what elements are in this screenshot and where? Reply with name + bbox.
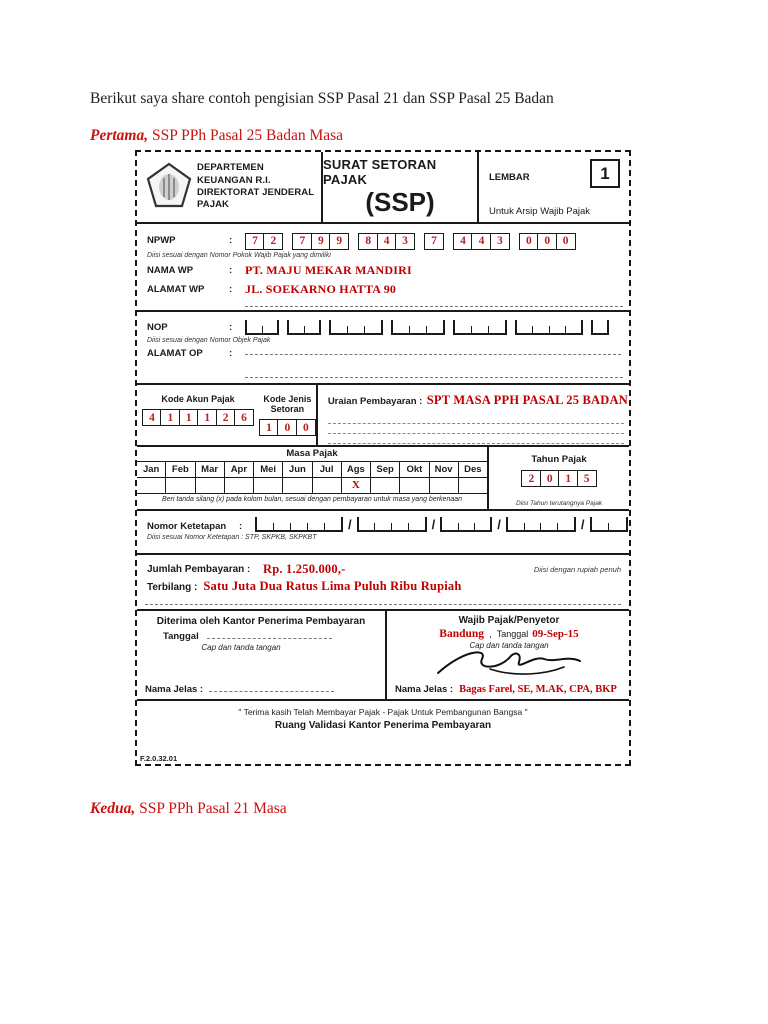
diterima-cap-note: Cap dan tanda tangan: [201, 643, 281, 652]
masa-month-cell: Feb: [166, 462, 195, 477]
masa-row: [137, 447, 629, 511]
empty-digit-cell: [308, 523, 325, 530]
empty-digit-cell: [305, 326, 320, 333]
ketetapan-row: [137, 517, 629, 532]
heading-pertama-prefix: Pertama,: [90, 127, 149, 144]
digit-cell: 1: [558, 470, 578, 487]
nama-wp-label: NAMA WP: [147, 264, 194, 276]
masa-mark-cell: X: [342, 478, 371, 493]
kode-akun-col: [137, 385, 259, 445]
npwp-digit-boxes: [245, 231, 576, 250]
empty-digit-cell: [274, 523, 291, 530]
empty-digit-cell: [393, 326, 410, 333]
ketetapan-empty-group: [255, 517, 343, 532]
empty-digit-cell: [291, 523, 308, 530]
masa-month-cell: Des: [464, 464, 482, 475]
ketetapan-slash: /: [348, 517, 352, 532]
alamat-op-row: [137, 348, 629, 359]
empty-digit-cell: [247, 326, 263, 333]
digit-cell: 0: [519, 233, 539, 250]
masa-pajak-title: Masa Pajak: [137, 447, 487, 462]
digit-cell: 1: [197, 409, 217, 426]
empty-digit-cell: [375, 523, 392, 530]
empty-digit-cell: [508, 523, 525, 530]
uraian-dashed-line: [328, 414, 624, 424]
nop-empty-group: [245, 320, 279, 335]
masa-month-cell: Jun: [283, 462, 312, 477]
empty-digit-cell: [472, 326, 489, 333]
empty-digit-cell: [410, 326, 427, 333]
form-footer: [137, 701, 629, 764]
jumlah-section: [137, 555, 629, 611]
kode-akun-label: Kode Akun Pajak: [161, 394, 235, 404]
digit-group: [142, 409, 254, 426]
header-title-cell: [323, 152, 479, 222]
alamat-wp-label: ALAMAT WP: [147, 283, 205, 295]
digit-cell: 1: [179, 409, 199, 426]
penyetor-nama-row: [395, 684, 623, 695]
penyetor-city: Bandung: [439, 628, 485, 640]
digit-cell: 4: [453, 233, 473, 250]
nama-wp-colon: :: [229, 264, 233, 276]
nop-empty-group: [453, 320, 507, 335]
empty-digit-cell: [592, 523, 610, 530]
npwp-note: Diisi sesuai dengan Nomor Pokok Wajib Pajak yang dimiliki: [147, 251, 331, 259]
ketetapan-empty-group: [440, 517, 492, 532]
jumlah-dashed-line: [145, 604, 621, 605]
masa-month-cell: Ags: [342, 462, 371, 477]
tahun-digit-boxes: [489, 470, 629, 487]
kode-jenis-digit-boxes: [259, 419, 316, 436]
digit-group: [453, 233, 510, 250]
npwp-colon: :: [229, 234, 233, 246]
digit-cell: 7: [424, 233, 444, 250]
masa-month-cell: Apr: [225, 462, 254, 477]
digit-cell: 7: [245, 233, 265, 250]
digit-group: [521, 470, 596, 487]
digit-cell: 4: [377, 233, 397, 250]
heading-kedua-rest: SSP PPh Pasal 21 Masa: [139, 800, 287, 817]
uraian-value: SPT MASA PPH PASAL 25 BADAN: [426, 393, 628, 407]
diterima-tanggal-row: [163, 631, 377, 642]
empty-digit-cell: [348, 326, 365, 333]
tahun-pajak-cell: [489, 447, 629, 509]
empty-digit-cell: [455, 326, 472, 333]
penyetor-comma: ,: [489, 629, 492, 640]
heading-kedua: [90, 800, 650, 818]
empty-digit-cell: [609, 523, 626, 530]
alamat-wp-colon: :: [229, 283, 233, 295]
jumlah-right-note: Diisi dengan rupiah penuh: [533, 565, 621, 574]
lembar-number-box: 1: [590, 159, 620, 188]
kode-jenis-label: Kode Jenis Setoran: [263, 394, 312, 414]
digit-cell: 0: [277, 419, 297, 436]
digit-cell: 3: [395, 233, 415, 250]
digit-group: [292, 233, 349, 250]
masa-empty-cell: [137, 478, 166, 493]
nop-empty-group: [329, 320, 383, 335]
masa-empty-cell: [196, 478, 225, 493]
masa-empty-cell: [283, 478, 312, 493]
empty-digit-cell: [442, 523, 458, 530]
nop-empty-group: [391, 320, 445, 335]
ketetapan-slash: /: [497, 517, 501, 532]
digit-cell: 4: [142, 409, 162, 426]
diterima-tanggal-label: Tanggal: [163, 631, 199, 642]
tahun-pajak-title: Tahun Pajak: [531, 454, 587, 465]
empty-digit-cell: [517, 326, 533, 333]
penyetor-city-line: [439, 628, 578, 640]
heading-pertama-rest: SSP PPh Pasal 25 Badan Masa: [152, 127, 344, 144]
form-code: F.2.0.32.01: [140, 754, 178, 763]
empty-digit-cell: [409, 523, 425, 530]
digit-cell: 6: [234, 409, 254, 426]
npwp-label: NPWP: [147, 234, 176, 246]
digit-cell: 0: [556, 233, 576, 250]
penyetor-nama-label: Nama Jelas :: [395, 684, 454, 695]
nop-colon: :: [229, 322, 233, 333]
nop-note: Diisi sesuai dengan Nomor Objek Pajak: [147, 337, 271, 344]
masa-empty-cell: [313, 478, 342, 493]
validasi-line: Ruang Validasi Kantor Penerima Pembayaran: [274, 720, 492, 731]
uraian-dashed-line: [328, 424, 624, 434]
alamat-wp-dashed-line: [245, 306, 623, 307]
header-lembar-cell: [479, 152, 629, 222]
masa-month-cell: Sep: [371, 462, 400, 477]
kode-row: [137, 385, 629, 447]
ketetapan-empty-group: [357, 517, 427, 532]
uraian-label: Uraian Pembayaran :: [327, 396, 423, 407]
empty-digit-cell: [558, 523, 574, 530]
digit-group: [519, 233, 576, 250]
form-title-abbrev: (SSP): [365, 186, 435, 217]
alamat-op-colon: :: [229, 348, 233, 359]
digit-cell: 2: [521, 470, 541, 487]
masa-months-row: [137, 462, 487, 478]
ketetapan-empty-group: [590, 517, 628, 532]
masa-month-cell: Mei: [254, 462, 283, 477]
masa-empty-cell: [400, 478, 429, 493]
intro-paragraph: Berikut saya share contoh pengisian SSP Pasal 21 dan SSP Pasal 25 Badan: [90, 90, 554, 107]
empty-digit-cell: [325, 523, 341, 530]
digit-cell: 7: [292, 233, 312, 250]
diterima-box: [137, 611, 387, 699]
penyetor-box: [387, 611, 629, 699]
ketetapan-label: Nomor Ketetapan: [147, 521, 227, 532]
empty-digit-cell: [533, 326, 549, 333]
digit-cell: 8: [358, 233, 378, 250]
digit-cell: 3: [490, 233, 510, 250]
digit-cell: 2: [216, 409, 236, 426]
heading-pertama: [90, 127, 650, 145]
masa-mark-row: [137, 478, 487, 494]
nop-empty-group: [591, 320, 609, 335]
masa-empty-cell: [371, 478, 400, 493]
form-title: SURAT SETORAN PAJAK: [323, 156, 437, 187]
digit-cell: 0: [537, 233, 557, 250]
terbilang-row: [137, 579, 629, 594]
jumlah-value: Rp. 1.250.000,-: [263, 562, 346, 576]
digit-cell: 2: [263, 233, 283, 250]
empty-digit-cell: [331, 326, 348, 333]
empty-digit-cell: [392, 523, 409, 530]
ssp-form: [135, 150, 631, 766]
masa-empty-cell: [430, 478, 459, 493]
kode-cell: [137, 385, 318, 445]
signature-boxes-row: [137, 611, 629, 701]
digit-cell: 5: [577, 470, 597, 487]
empty-digit-cell: [541, 523, 558, 530]
terbilang-label: Terbilang :: [147, 582, 198, 593]
empty-digit-cell: [359, 523, 376, 530]
uraian-cell: [318, 385, 634, 445]
empty-digit-cell: [289, 326, 305, 333]
jumlah-colon: :: [247, 564, 251, 575]
empty-digit-cell: [365, 326, 381, 333]
ketetapan-slash: /: [431, 517, 436, 532]
empty-digit-cell: [263, 326, 278, 333]
jumlah-label: Jumlah Pembayaran: [147, 564, 245, 575]
tahun-note: Diisi Tahun terutangnya Pajak: [515, 500, 603, 507]
nop-row: [137, 320, 629, 335]
masa-empty-cell: [225, 478, 254, 493]
digit-cell: 9: [329, 233, 349, 250]
ketetapan-empty-group: [506, 517, 576, 532]
masa-month-cell: Okt: [400, 462, 429, 477]
diterima-nama-line: [209, 689, 334, 692]
alamat-op-dashed-line2: [245, 377, 623, 378]
masa-note: Beri tanda silang (x) pada kolom bulan, sesuai dengan pembayaran untuk masa yang berkenaan: [161, 496, 463, 503]
diterima-tanggal-line: [207, 636, 332, 639]
signature-icon: [432, 647, 587, 684]
masa-pajak-table: [137, 447, 489, 509]
diterima-nama-label: Nama Jelas :: [145, 684, 204, 695]
nama-wp-row: [137, 263, 629, 278]
digit-group: [245, 233, 283, 250]
ketetapan-section: [137, 511, 629, 555]
dept-line2: DIREKTORAT JENDERAL PAJAK: [197, 187, 314, 211]
masa-empty-cell: [459, 478, 487, 493]
masa-month-cell: Jul: [313, 462, 342, 477]
npwp-section: [137, 224, 629, 312]
ketetapan-colon: :: [239, 521, 243, 532]
nama-wp-value: PT. MAJU MEKAR MANDIRI: [245, 262, 412, 277]
penyetor-cap-note: Cap dan tanda tangan: [469, 641, 549, 650]
ketetapan-note: Diisi sesuai Nomor Ketetapan : STP, SKPKB, SKPKBT: [147, 534, 317, 541]
nop-label: NOP: [147, 322, 168, 333]
penyetor-nama-value: Bagas Farel, SE, M.AK, CPA, BKP: [459, 684, 617, 695]
header-dept-cell: [137, 152, 323, 222]
nop-empty-group: [515, 320, 583, 335]
dept-line1: DEPARTEMEN KEUANGAN R.I.: [197, 162, 271, 186]
empty-digit-cell: [475, 523, 490, 530]
diterima-nama-row: [145, 684, 377, 695]
empty-digit-cell: [459, 523, 475, 530]
thanks-line: " Terima kasih Telah Membayar Pajak - Pajak Untuk Pembangunan Bangsa ": [238, 707, 528, 717]
nop-empty-group: [287, 320, 321, 335]
alamat-op-dashed-line: [245, 352, 621, 355]
ketetapan-slash: /: [580, 517, 585, 532]
digit-group: [424, 233, 444, 250]
masa-month-cell: Mar: [196, 462, 225, 477]
lembar-note: Untuk Arsip Wajib Pajak: [489, 206, 591, 217]
alamat-wp-value: JL. SOEKARNO HATTA 90: [245, 281, 397, 296]
penyetor-tanggal-label: Tanggal: [496, 629, 529, 639]
djp-logo-icon: [145, 161, 193, 214]
empty-digit-cell: [593, 326, 607, 333]
masa-month-cell: Jan: [137, 462, 166, 477]
terbilang-value: Satu Juta Dua Ratus Lima Puluh Ribu Rupiah: [203, 579, 462, 593]
digit-cell: 0: [540, 470, 560, 487]
digit-cell: 9: [311, 233, 331, 250]
penyetor-date: 09-Sep-15: [532, 628, 579, 640]
dept-text: [197, 162, 321, 211]
empty-digit-cell: [550, 326, 566, 333]
uraian-line: [328, 391, 628, 409]
masa-empty-cell: [254, 478, 283, 493]
masa-month-cell: Nov: [430, 462, 459, 477]
empty-digit-cell: [566, 326, 581, 333]
empty-digit-cell: [257, 523, 274, 530]
digit-cell: 1: [160, 409, 180, 426]
npwp-row: [137, 231, 629, 250]
kode-jenis-col: [259, 385, 316, 445]
lembar-label: LEMBAR: [489, 172, 530, 183]
digit-group: [259, 419, 316, 436]
digit-cell: 0: [296, 419, 316, 436]
alamat-op-label: ALAMAT OP: [147, 348, 203, 359]
empty-digit-cell: [489, 326, 505, 333]
alamat-wp-row: [137, 282, 629, 297]
kode-akun-digit-boxes: [137, 409, 259, 426]
diterima-title: Diterima oleh Kantor Penerima Pembayaran: [156, 616, 366, 627]
digit-cell: 1: [259, 419, 279, 436]
penyetor-title: Wajib Pajak/Penyetor: [458, 615, 560, 626]
digit-cell: 4: [471, 233, 491, 250]
masa-empty-cell: [166, 478, 195, 493]
heading-kedua-prefix: Kedua,: [90, 800, 136, 817]
empty-digit-cell: [525, 523, 542, 530]
form-header-row: [137, 152, 629, 224]
digit-group: [358, 233, 415, 250]
empty-digit-cell: [427, 326, 443, 333]
nop-section: [137, 312, 629, 385]
uraian-dashed-line: [328, 434, 624, 444]
